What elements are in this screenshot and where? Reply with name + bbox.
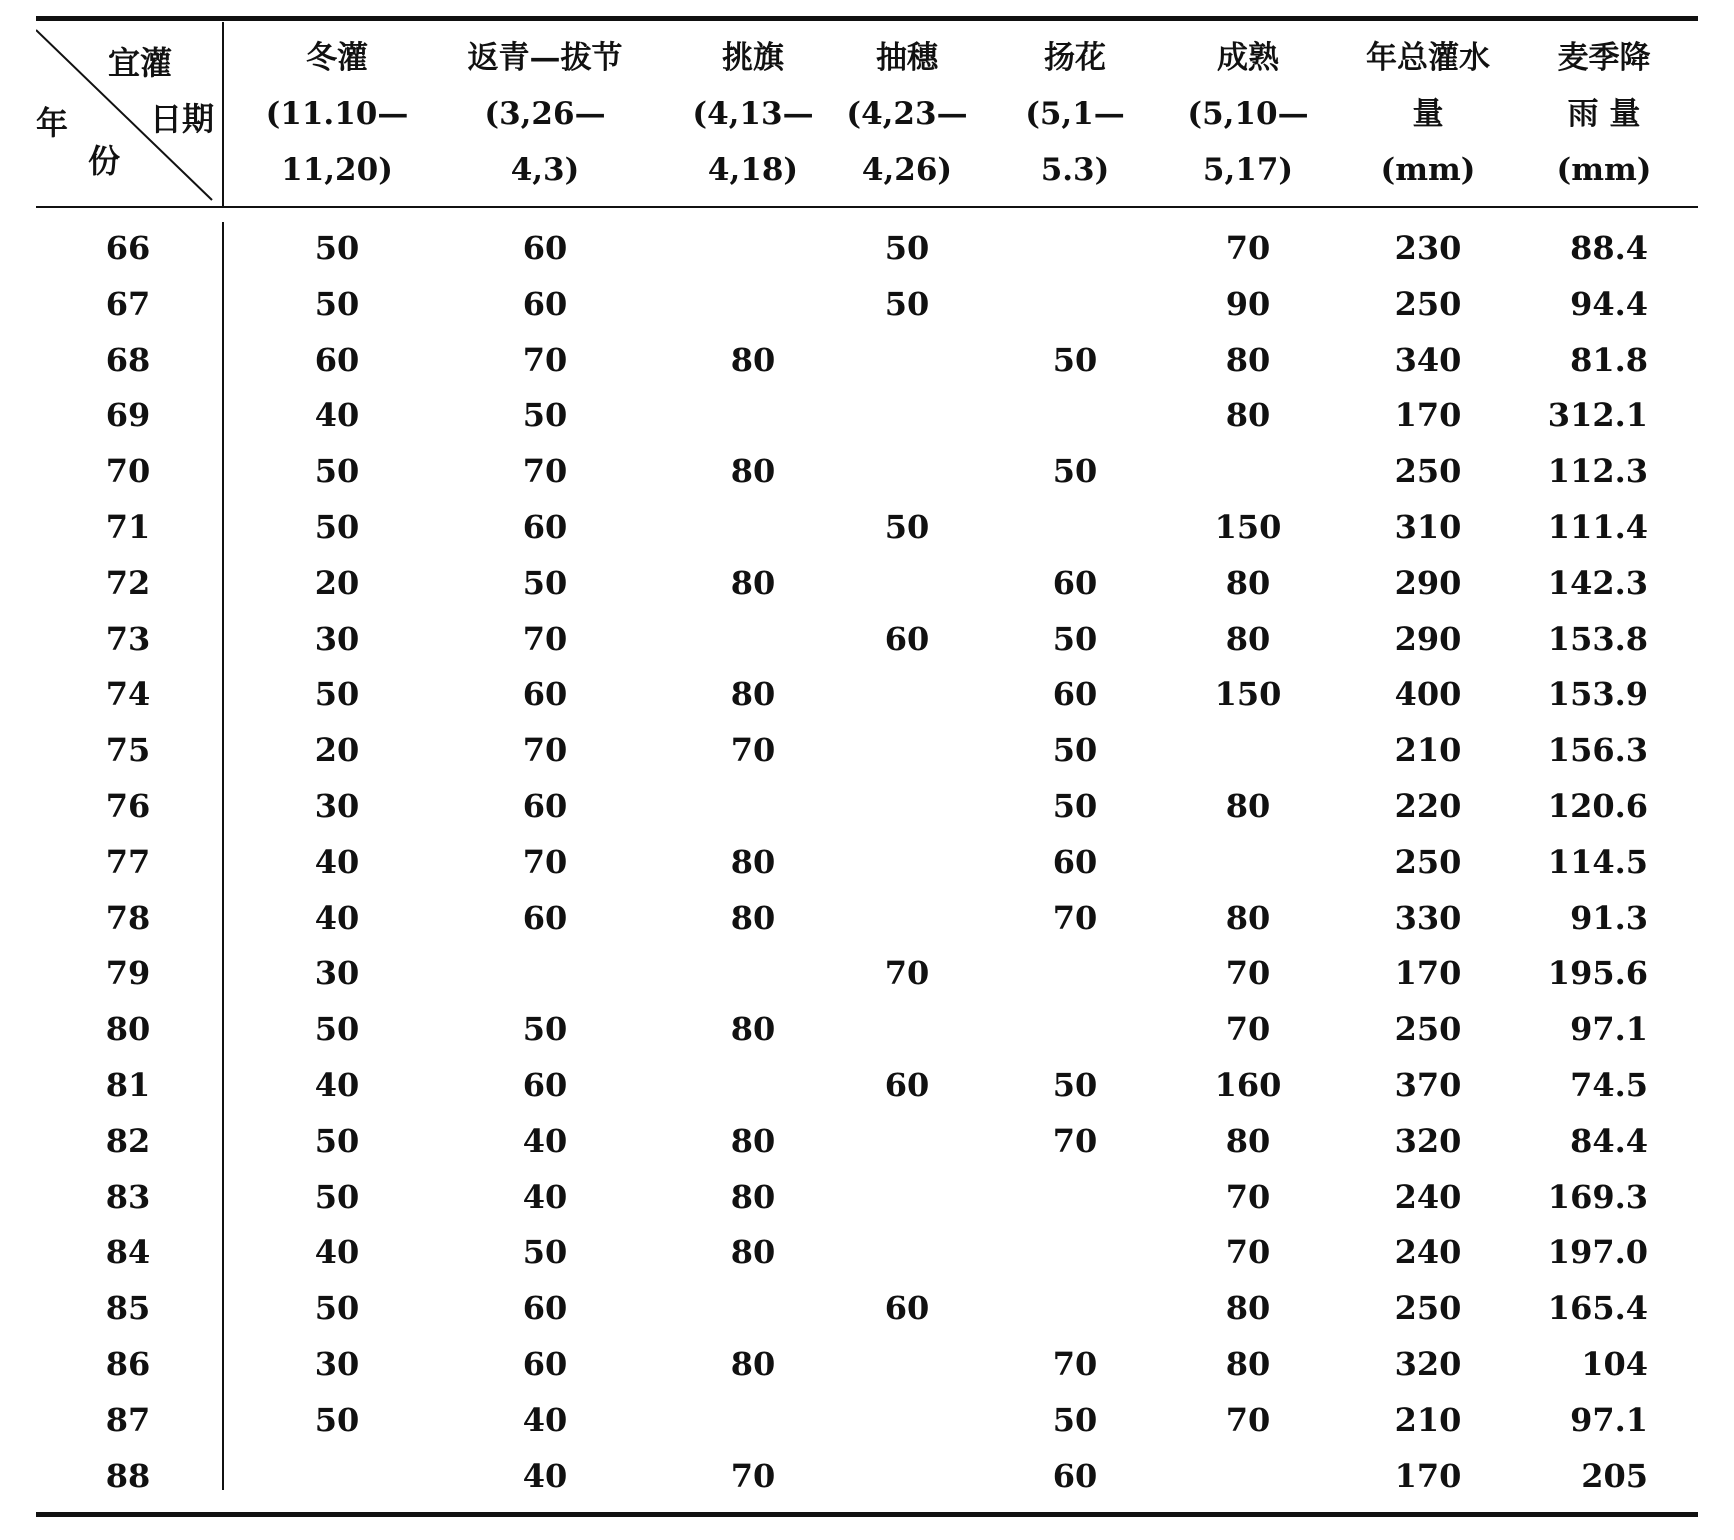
table-cell: 50 [314,1289,360,1328]
table-cell: 250 [1394,1289,1462,1328]
table-cell: 81.8 [1570,340,1648,379]
table-cell: 240 [1394,1233,1462,1272]
year-cell: 82 [105,1121,151,1160]
table-cell: 60 [522,1066,568,1104]
table-cell: 70 [1052,898,1098,937]
year-cell: 78 [105,898,151,937]
table-cell: 310 [1394,508,1462,546]
column-header-range1: (4,23— [846,96,968,132]
corner-label-top: 宜灌 [108,44,173,82]
table-cell: 153.9 [1547,675,1648,714]
table-cell: 250 [1394,452,1462,491]
table-cell: 170 [1394,396,1462,435]
column-header-range2: 4,3) [510,152,580,188]
corner-header-cell [36,22,222,206]
year-cell: 85 [105,1289,151,1328]
column-header [1000,30,1150,198]
year-cell: 80 [105,1010,151,1049]
year-cell: 75 [105,731,151,770]
table-cell: 50 [314,1010,360,1049]
table-cell: 80 [1225,787,1271,825]
table-cell: 40 [522,1456,568,1495]
table-cell: 20 [314,731,360,770]
header-divider-line [222,22,224,206]
column-header-range2: 5.3) [1040,152,1110,188]
table-cell: 50 [314,1121,360,1160]
corner-label-fen: 份 [88,142,121,180]
year-cell: 74 [105,675,151,714]
year-cell: 66 [105,229,151,267]
column-header-range1: 雨 量 [1567,96,1641,132]
table-cell: 70 [1225,229,1271,267]
body-divider-line [222,222,224,1490]
column-header-range2: (mm) [1556,152,1652,188]
column-header [1519,30,1689,198]
table-cell: 70 [1225,1233,1271,1272]
corner-label-date: 日期 [150,100,215,138]
table-cell: 160 [1214,1066,1282,1104]
table-cell: 40 [522,1400,568,1439]
table-cell: 70 [522,842,568,881]
table-cell: 80 [1225,898,1271,937]
table-cell: 60 [522,229,568,267]
table-cell: 40 [314,898,360,937]
table-cell: 50 [314,229,360,267]
year-cell: 84 [105,1233,151,1272]
table-cell: 60 [522,1289,568,1328]
table-cell: 104 [1581,1345,1648,1383]
table-cell: 320 [1394,1121,1462,1160]
table-cell: 120.6 [1547,787,1648,825]
table-cell: 112.3 [1547,452,1648,491]
table-cell: 195.6 [1547,954,1648,993]
table-cell: 50 [314,1177,360,1216]
table-cell: 169.3 [1547,1177,1648,1216]
table-cell: 70 [1225,1400,1271,1439]
table-cell: 50 [1052,731,1098,770]
table-bottom-rule [36,1512,1698,1517]
table-cell: 210 [1394,1400,1462,1439]
table-cell: 50 [1052,619,1098,658]
column-header-name: 麦季降 [1557,40,1651,76]
table-cell: 80 [730,842,776,881]
table-cell: 80 [1225,563,1271,602]
table-cell: 50 [1052,340,1098,379]
table-cell: 50 [1052,1400,1098,1439]
table-cell: 80 [730,675,776,714]
table-cell: 50 [522,563,568,602]
year-cell: 71 [105,508,151,546]
table-cell: 60 [522,508,568,546]
table-cell: 40 [314,1233,360,1272]
column-header-name: 年总灌水 [1366,40,1490,76]
table-cell: 60 [314,340,360,379]
table-cell: 50 [314,452,360,491]
year-cell: 88 [105,1456,151,1495]
table-cell: 70 [522,731,568,770]
year-cell: 70 [105,452,151,491]
table-cell: 80 [1225,1121,1271,1160]
column-header-name: 成熟 [1217,40,1279,76]
column-header [1153,30,1343,198]
year-cell: 72 [105,563,151,602]
column-header-range1: (4,13— [692,96,814,132]
table-cell: 97.1 [1570,1010,1648,1049]
table-cell: 330 [1394,898,1462,937]
table-cell: 400 [1394,675,1462,714]
table-cell: 50 [314,1400,360,1439]
table-cell: 50 [522,1233,568,1272]
table-cell: 97.1 [1570,1400,1648,1439]
table-cell: 60 [884,619,930,658]
table-cell: 170 [1394,1456,1462,1495]
table-cell: 50 [1052,787,1098,825]
table-cell: 50 [314,508,360,546]
table-cell: 250 [1394,842,1462,881]
column-header-name: 冬灌 [306,40,368,76]
table-cell: 50 [522,396,568,435]
column-header-range1: (3,26— [484,96,606,132]
table-cell: 80 [730,898,776,937]
year-cell: 81 [105,1066,151,1104]
table-cell: 70 [522,619,568,658]
table-cell: 250 [1394,1010,1462,1049]
table-cell: 70 [1225,1010,1271,1049]
table-cell: 80 [1225,1289,1271,1328]
table-cell: 91.3 [1570,898,1648,937]
table-cell: 50 [884,508,930,546]
column-header-name: 挑旗 [722,40,784,76]
corner-label-year: 年 [36,104,69,142]
table-cell: 80 [730,1121,776,1160]
column-header-range2: (mm) [1380,152,1476,188]
year-cell: 87 [105,1400,151,1439]
table-cell: 50 [522,1010,568,1049]
table-cell: 290 [1394,563,1462,602]
table-cell: 80 [730,1233,776,1272]
table-cell: 60 [1052,842,1098,881]
column-header [242,30,432,198]
table-cell: 312.1 [1547,396,1648,435]
table-cell: 30 [314,1345,360,1383]
table-cell: 20 [314,563,360,602]
year-cell: 83 [105,1177,151,1216]
table-cell: 60 [522,284,568,323]
table-cell: 114.5 [1547,842,1648,881]
table-cell: 60 [1052,563,1098,602]
year-cell: 69 [105,396,151,435]
table-cell: 70 [522,452,568,491]
column-header-range1: (5,1— [1025,96,1125,132]
table-cell: 74.5 [1570,1066,1648,1104]
table-cell: 90 [1225,284,1271,323]
table-cell: 80 [730,452,776,491]
table-cell: 40 [522,1121,568,1160]
table-cell: 50 [314,675,360,714]
table-cell: 210 [1394,731,1462,770]
table-cell: 370 [1394,1066,1462,1104]
table-cell: 40 [522,1177,568,1216]
table-cell: 30 [314,787,360,825]
table-cell: 60 [884,1289,930,1328]
table-cell: 30 [314,619,360,658]
column-header-range2: 4,26) [861,152,953,188]
table-cell: 70 [730,1456,776,1495]
table-cell: 50 [314,284,360,323]
table-cell: 320 [1394,1345,1462,1383]
table-cell: 205 [1581,1456,1648,1495]
table-cell: 80 [1225,396,1271,435]
table-cell: 60 [884,1066,930,1104]
table-cell: 50 [884,229,930,267]
table-cell: 40 [314,396,360,435]
table-cell: 50 [1052,1066,1098,1104]
table-cell: 70 [1225,954,1271,993]
year-cell: 67 [105,284,151,323]
year-cell: 77 [105,842,151,881]
year-cell: 86 [105,1345,151,1383]
column-header-range2: 5,17) [1202,152,1294,188]
year-cell: 73 [105,619,151,658]
table-cell: 340 [1394,340,1462,379]
column-header-range2: 11,20) [281,152,393,188]
table-cell: 197.0 [1547,1233,1648,1272]
column-header [822,30,992,198]
column-header-name: 扬花 [1044,40,1106,76]
column-header-range1: (5,10— [1187,96,1309,132]
table-cell: 220 [1394,787,1462,825]
table-cell: 153.8 [1547,619,1648,658]
table-top-rule [36,16,1698,21]
table-cell: 70 [1052,1121,1098,1160]
table-cell: 60 [1052,1456,1098,1495]
table-cell: 94.4 [1570,284,1648,323]
table-cell: 290 [1394,619,1462,658]
table-cell: 170 [1394,954,1462,993]
table-cell: 88.4 [1570,229,1648,267]
table-cell: 60 [522,675,568,714]
table-cell: 80 [730,340,776,379]
table-cell: 84.4 [1570,1121,1648,1160]
table-cell: 150 [1214,675,1282,714]
table-cell: 230 [1394,229,1462,267]
year-cell: 79 [105,954,151,993]
table-cell: 60 [522,1345,568,1383]
table-cell: 70 [522,340,568,379]
table-cell: 60 [1052,675,1098,714]
table-cell: 80 [1225,619,1271,658]
column-header-range1: 量 [1412,96,1444,132]
header-bottom-rule [36,206,1698,208]
column-header-range1: (11.10— [265,96,409,132]
table-cell: 80 [730,1177,776,1216]
table-cell: 250 [1394,284,1462,323]
table-cell: 80 [1225,340,1271,379]
table-cell: 50 [1052,452,1098,491]
table-cell: 40 [314,842,360,881]
year-cell: 68 [105,340,151,379]
column-header [440,30,650,198]
table-cell: 80 [730,563,776,602]
table-cell: 70 [884,954,930,993]
column-header [1338,30,1518,198]
table-cell: 80 [1225,1345,1271,1383]
table-cell: 240 [1394,1177,1462,1216]
column-header [668,30,838,198]
table-cell: 150 [1214,508,1282,546]
table-cell: 50 [884,284,930,323]
table-cell: 40 [314,1066,360,1104]
year-cell: 76 [105,787,151,825]
column-header-name: 返青—拔节 [467,40,623,76]
table-cell: 30 [314,954,360,993]
table-cell: 80 [730,1010,776,1049]
table-cell: 60 [522,898,568,937]
table-cell: 142.3 [1547,563,1648,602]
table-cell: 70 [1225,1177,1271,1216]
table-cell: 60 [522,787,568,825]
table-cell: 70 [1052,1345,1098,1383]
table-cell: 111.4 [1547,508,1648,546]
table-cell: 70 [730,731,776,770]
table-cell: 165.4 [1547,1289,1648,1328]
column-header-range2: 4,18) [707,152,799,188]
table-cell: 156.3 [1547,731,1648,770]
table-cell: 80 [730,1345,776,1383]
column-header-name: 抽穗 [876,40,938,76]
